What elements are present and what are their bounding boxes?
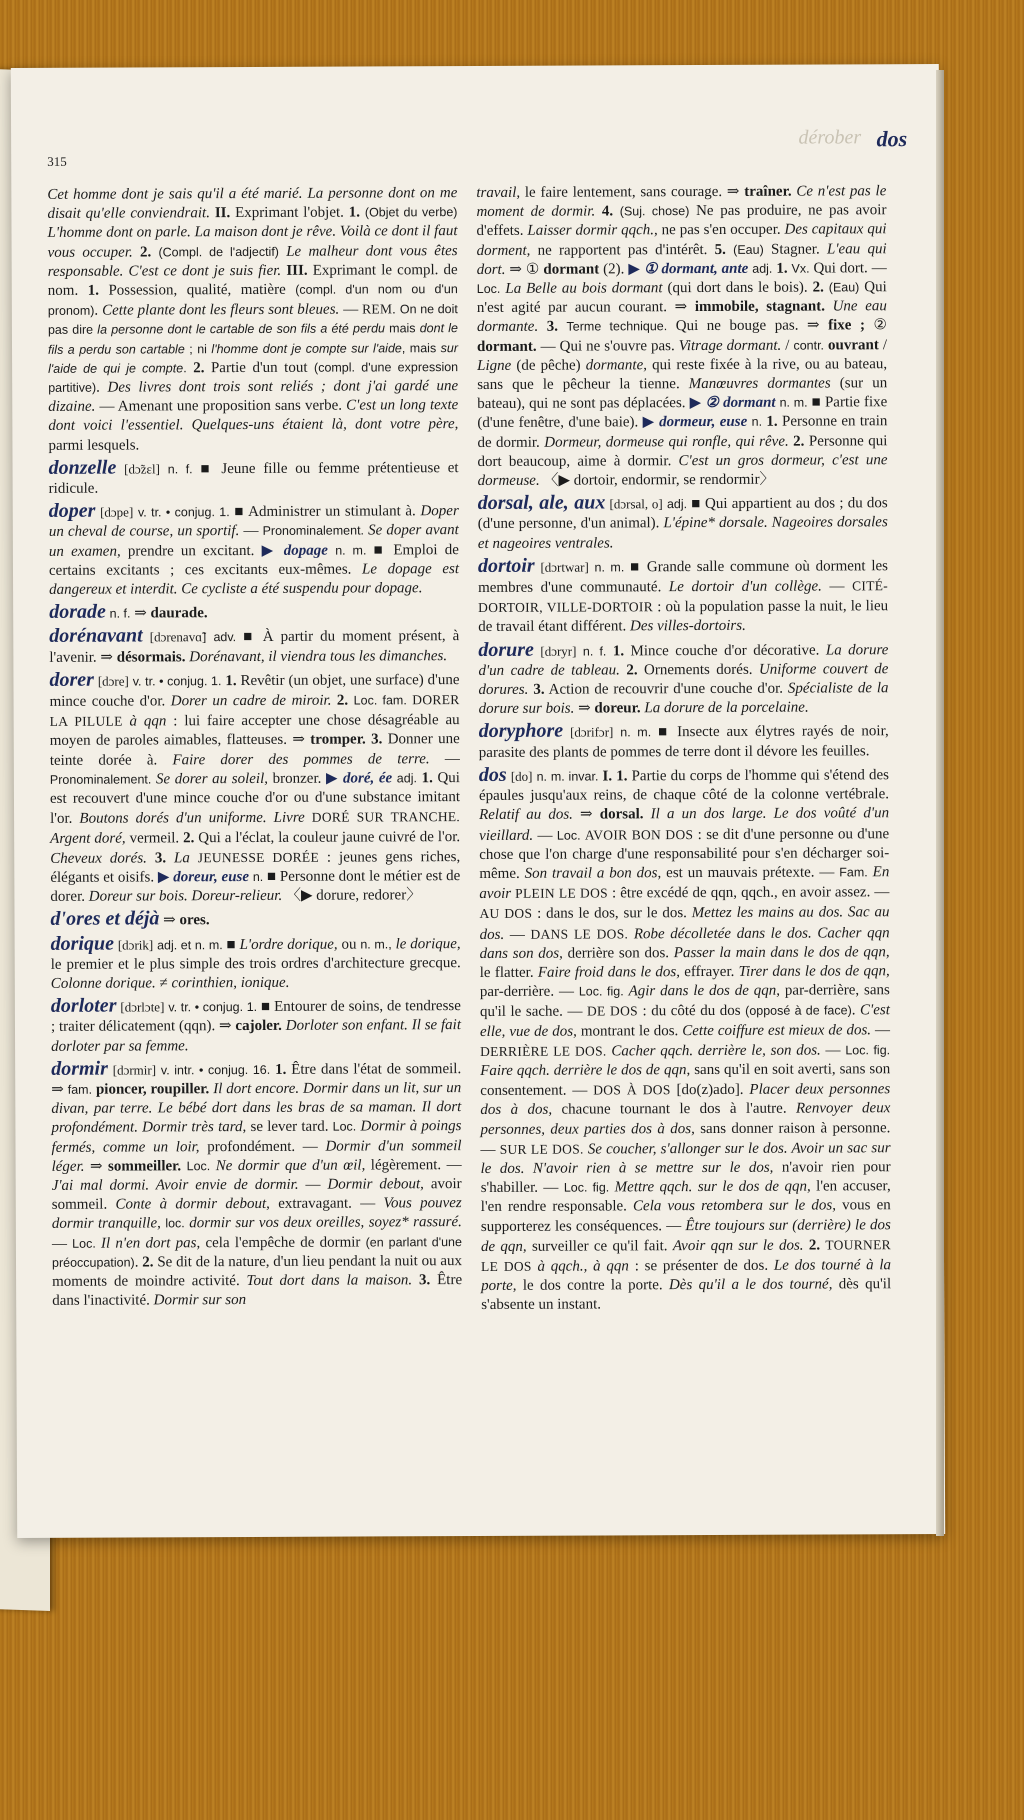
dictionary-page: [11, 64, 945, 1538]
entry-continuation: Cet homme dont je sais qu'il a été marié. La personne dont on me disait qu'elle conviendrait. II. Exprimant l'objet. 1. (Objet du verbe) L'homme dont on parle. La maison dont je rêve. Voilà ce dont il faut vous occuper. 2. (Compl. de l'adjectif) Le malheur dont vous êtes responsable. C'est ce dont je suis fier. III. Exprimant le compl. de nom. 1. Possession, qualité, matière (compl. d'un nom ou d'un pronom). Cette plante dont les fleurs sont bleues. — REM. On ne doit pas dire la personne dont le cartable de son fils a été perdu mais dont le fils a perdu son cartable ; ni l'homme dont je compte sur l'aide, mais sur l'aide de qui je compte. 2. Partie d'un tout (compl. d'une expression partitive). Des livres dont trois sont reliés ; dont j'ai gardé une dizaine. — Amenant une proposition sans verbe. C'est un long texte dont voici l'essentiel. Quelques-uns étaient là, dont votre père, parmi lesquels.: [47, 185, 459, 454]
left-column: [47, 184, 462, 1313]
dictionary-entry: dos [do] n. m. invar. I. 1. Partie du corps de l'homme qui s'étend des épaules jusqu'aux reins, de chaque côté de la colonne vertébrale. Relatif au dos. ⇒ dorsal. Il a un dos large. Le dos voûté d'un vieillard. — Loc. AVOIR BON DOS : se dit d'une personne ou d'une chose que l'on charge d'une responsabilité pour s'en décharger soi-même. Son travail a bon dos, est un mauvais prétexte. — Fam. En avoir PLEIN LE DOS : être excédé de qqn, qqch., en avoir assez. — AU DOS : dans le dos, sur le dos. Mettez les mains au dos. Sac au dos. — DANS LE DOS. Robe décolletée dans le dos. Cacher qqn dans son dos, derrière son dos. Passer la main dans le dos de qqn, le flatter. Faire froid dans le dos, effrayer. Tirer dans le dos de qqn, par-derrière. — Loc. fig. Agir dans le dos de qqn, par-derrière, sans qu'il le sache. — DE DOS : du côté du dos (opposé à de face). C'est elle, vue de dos, montrant le dos. Cette coiffure est mieux de dos. — DERRIÈRE LE DOS. Cacher qqch. derrière le, son dos. — Loc. fig. Faire qqch. derrière le dos de qqn, sans qu'il en soit averti, sans son consentement. — DOS À DOS [do(z)ado]. Placer deux personnes dos à dos, chacune tournant le dos à l'autre. Renvoyer deux personnes, deux parties dos à dos, sans donner raison à personne. — SUR LE DOS. Se coucher, s'allonger sur le dos. Avoir un sac sur le dos. N'avoir rien à se mettre sur le dos, n'avoir rien pour s'habiller. — Loc. fig. Mettre qqch. sur le dos de qqn, l'en accuser, l'en rendre responsable. Cela vous retombera sur le dos, vous en supporterez les conséquences. — Être toujours sur (derrière) le dos de qqn, surveiller ce qu'il fait. Avoir qqn sur le dos. 2. TOURNER LE DOS à qqch., à qqn : se présenter de dos. Le dos tourné à la porte, le dos contre la porte. Dès qu'il a le dos tourné, dès qu'il s'absente un instant.: [478, 763, 892, 1314]
dictionary-entry: d'ores et déjà ⇒ ores.: [50, 907, 210, 931]
page-number: 315: [47, 153, 67, 169]
dictionary-entry: dorique [dɔrik] adj. et n. m. ■ L'ordre dorique, ou n. m., le dorique, le premier et le plus simple des trois ordres d'architecture grecque. Colonne dorique. ≠ corinthien, ionique.: [50, 932, 461, 992]
show-through-headword: dérober: [798, 126, 862, 149]
running-headword: dos: [876, 126, 908, 152]
dictionary-entry: doryphore [dɔrifɔr] n. m. ■ Insecte aux élytres rayés de noir, parasite des plants de pommes de terre dont il dévore les feuilles.: [478, 720, 889, 761]
right-column: [476, 182, 891, 1317]
dictionary-entry: dorure [dɔryr] n. f. 1. Mince couche d'or décorative. La dorure d'un cadre de tableau. 2. Ornements dorés. Uniforme couvert de dorures. 3. Action de recouvrir d'une couche d'or. Spécialiste de la dorure sur bois. ⇒ doreur. La dorure de la porcelaine.: [478, 638, 889, 718]
dictionary-entry: dorsal, ale, aux [dɔrsal, o] adj. ■ Qui appartient au dos ; du dos (d'une personne, d'un animal). L'épine* dorsale. Nageoires dorsales et nageoires ventrales.: [477, 491, 888, 552]
dictionary-entry: dortoir [dɔrtwar] n. m. ■ Grande salle commune où dorment les membres d'une communauté. Le dortoir d'un collège. — CITÉ-DORTOIR, VILLE-DORTOIR : où la population passe la nuit, le lieu de travail étant différent. Des villes-dortoirs.: [477, 554, 889, 636]
dictionary-entry: dorer [dɔre] v. tr. • conjug. 1. 1. Revêtir (un objet, une surface) d'une mince couche d'or. Dorer un cadre de miroir. 2. Loc. fam. DORER LA PILULE à qqn : lui faire accepter une chose désagréable au moyen de paroles aimables, flatteuses. ⇒ tromper. 3. Donner une teinte dorée à. Faire dorer des pommes de terre. — Pronominalement. Se dorer au soleil, bronzer. ▶ doré, ée adj. 1. Qui est recouvert d'une mince couche d'or ou d'une substance imitant l'or. Boutons dorés d'un uniforme. Livre DORÉ SUR TRANCHE. Argent doré, vermeil. 2. Qui a l'éclat, la couleur jaune cuivré de l'or. Cheveux dorés. 3. La JEUNESSE DORÉE : jeunes gens riches, élégants et oisifs. ▶ doreur, euse n. ■ Personne dont le métier est de dorer. Doreur sur bois. Doreur-relieur. 〈▶ dorure, redorer〉: [49, 668, 461, 905]
dictionary-entry: dormir [dɔrmir] v. intr. • conjug. 16. 1. Être dans l'état de sommeil. ⇒ fam. pioncer, roupiller. Il dort encore. Dormir dans un lit, sur un divan, par terre. Le bébé dort dans les bras de sa maman. Il dort profondément. Dormir très tard, se lever tard. Loc. Dormir à poings fermés, comme un loir, profondément. — Dormir d'un sommeil léger. ⇒ sommeiller. Loc. Ne dormir que d'un œil, légèrement. — J'ai mal dormi. Avoir envie de dormir. — Dormir debout, avoir sommeil. Conte à dormir debout, extravagant. — Vous pouvez dormir tranquille, loc. dormir sur vos deux oreilles, soyez* rassuré. — Loc. Il n'en dort pas, cela l'empêche de dormir (en parlant d'une préoccupation). 2. Se dit de la nature, d'un lieu pendant la nuit ou aux moments de moindre activité. Tout dort dans la maison. 3. Être dans l'inactivité. Dormir sur son: [51, 1057, 463, 1310]
dictionary-entry: dorade n. f. ⇒ daurade.: [49, 600, 208, 624]
dictionary-entry: dorloter [dɔrlɔte] v. tr. • conjug. 1. ■ Entourer de soins, de tendresse ; traiter délicatement (qqn). ⇒ cajoler. Dorloter son enfant. Il se fait dorloter par sa femme.: [50, 994, 462, 1055]
entry-continuation: travail, le faire lentement, sans courage. ⇒ traîner. Ce n'est pas le moment de dormir. 4. (Suj. chose) Ne pas produire, ne pas avoir d'effets. Laisser dormir qqch., ne pas s'en occuper. Des capitaux qui dorment, ne rapportent pas d'intérêt. 5. (Eau) Stagner. L'eau qui dort. ⇒ ① dormant (2). ▶ ① dormant, ante adj. 1. Vx. Qui dort. — Loc. La Belle au bois dormant (qui dort dans le bois). 2. (Eau) Qui n'est agité par aucun courant. ⇒ immobile, stagnant. Une eau dormante. 3. Terme technique. Qui ne bouge pas. ⇒ fixe ; ② dormant. — Qui ne s'ouvre pas. Vitrage dormant. / contr. ouvrant / Ligne (de pêche) dormante, qui reste fixée à la rive, ou au bateau, sans que le pêcheur la tienne. Manœuvres dormantes (sur un bateau), qui ne sont pas déplacées. ▶ ② dormant n. m. ■ Partie fixe (d'une fenêtre, d'une baie). ▶ dormeur, euse n. 1. Personne en train de dormir. Dormeur, dormeuse qui ronfle, qui rêve. 2. Personne qui dort beaucoup, aime à dormir. C'est un gros dormeur, c'est une dormeuse. 〈▶ dortoir, endormir, se rendormir〉: [476, 183, 888, 490]
dictionary-entry: dorénavant [dɔrenavɑ̃] adv. ■ À partir du moment présent, à l'avenir. ⇒ désormais. Dorénavant, il viendra tous les dimanches.: [49, 624, 460, 666]
dictionary-entry: donzelle [dɔ̃zɛl] n. f. ■ Jeune fille ou femme prétentieuse et ridicule.: [48, 456, 459, 497]
page-edge: [936, 70, 944, 1536]
dictionary-entry: doper [dɔpe] v. tr. • conjug. 1. ■ Administrer un stimulant à. Doper un cheval de course, un sportif. — Pronominalement. Se doper avant un examen, prendre un excitant. ▶ dopage n. m. ■ Emploi de certains excitants ; ces excitants eux-mêmes. Le dopage est dangereux et interdit. Ce cycliste a été suspendu pour dopage.: [48, 499, 460, 598]
